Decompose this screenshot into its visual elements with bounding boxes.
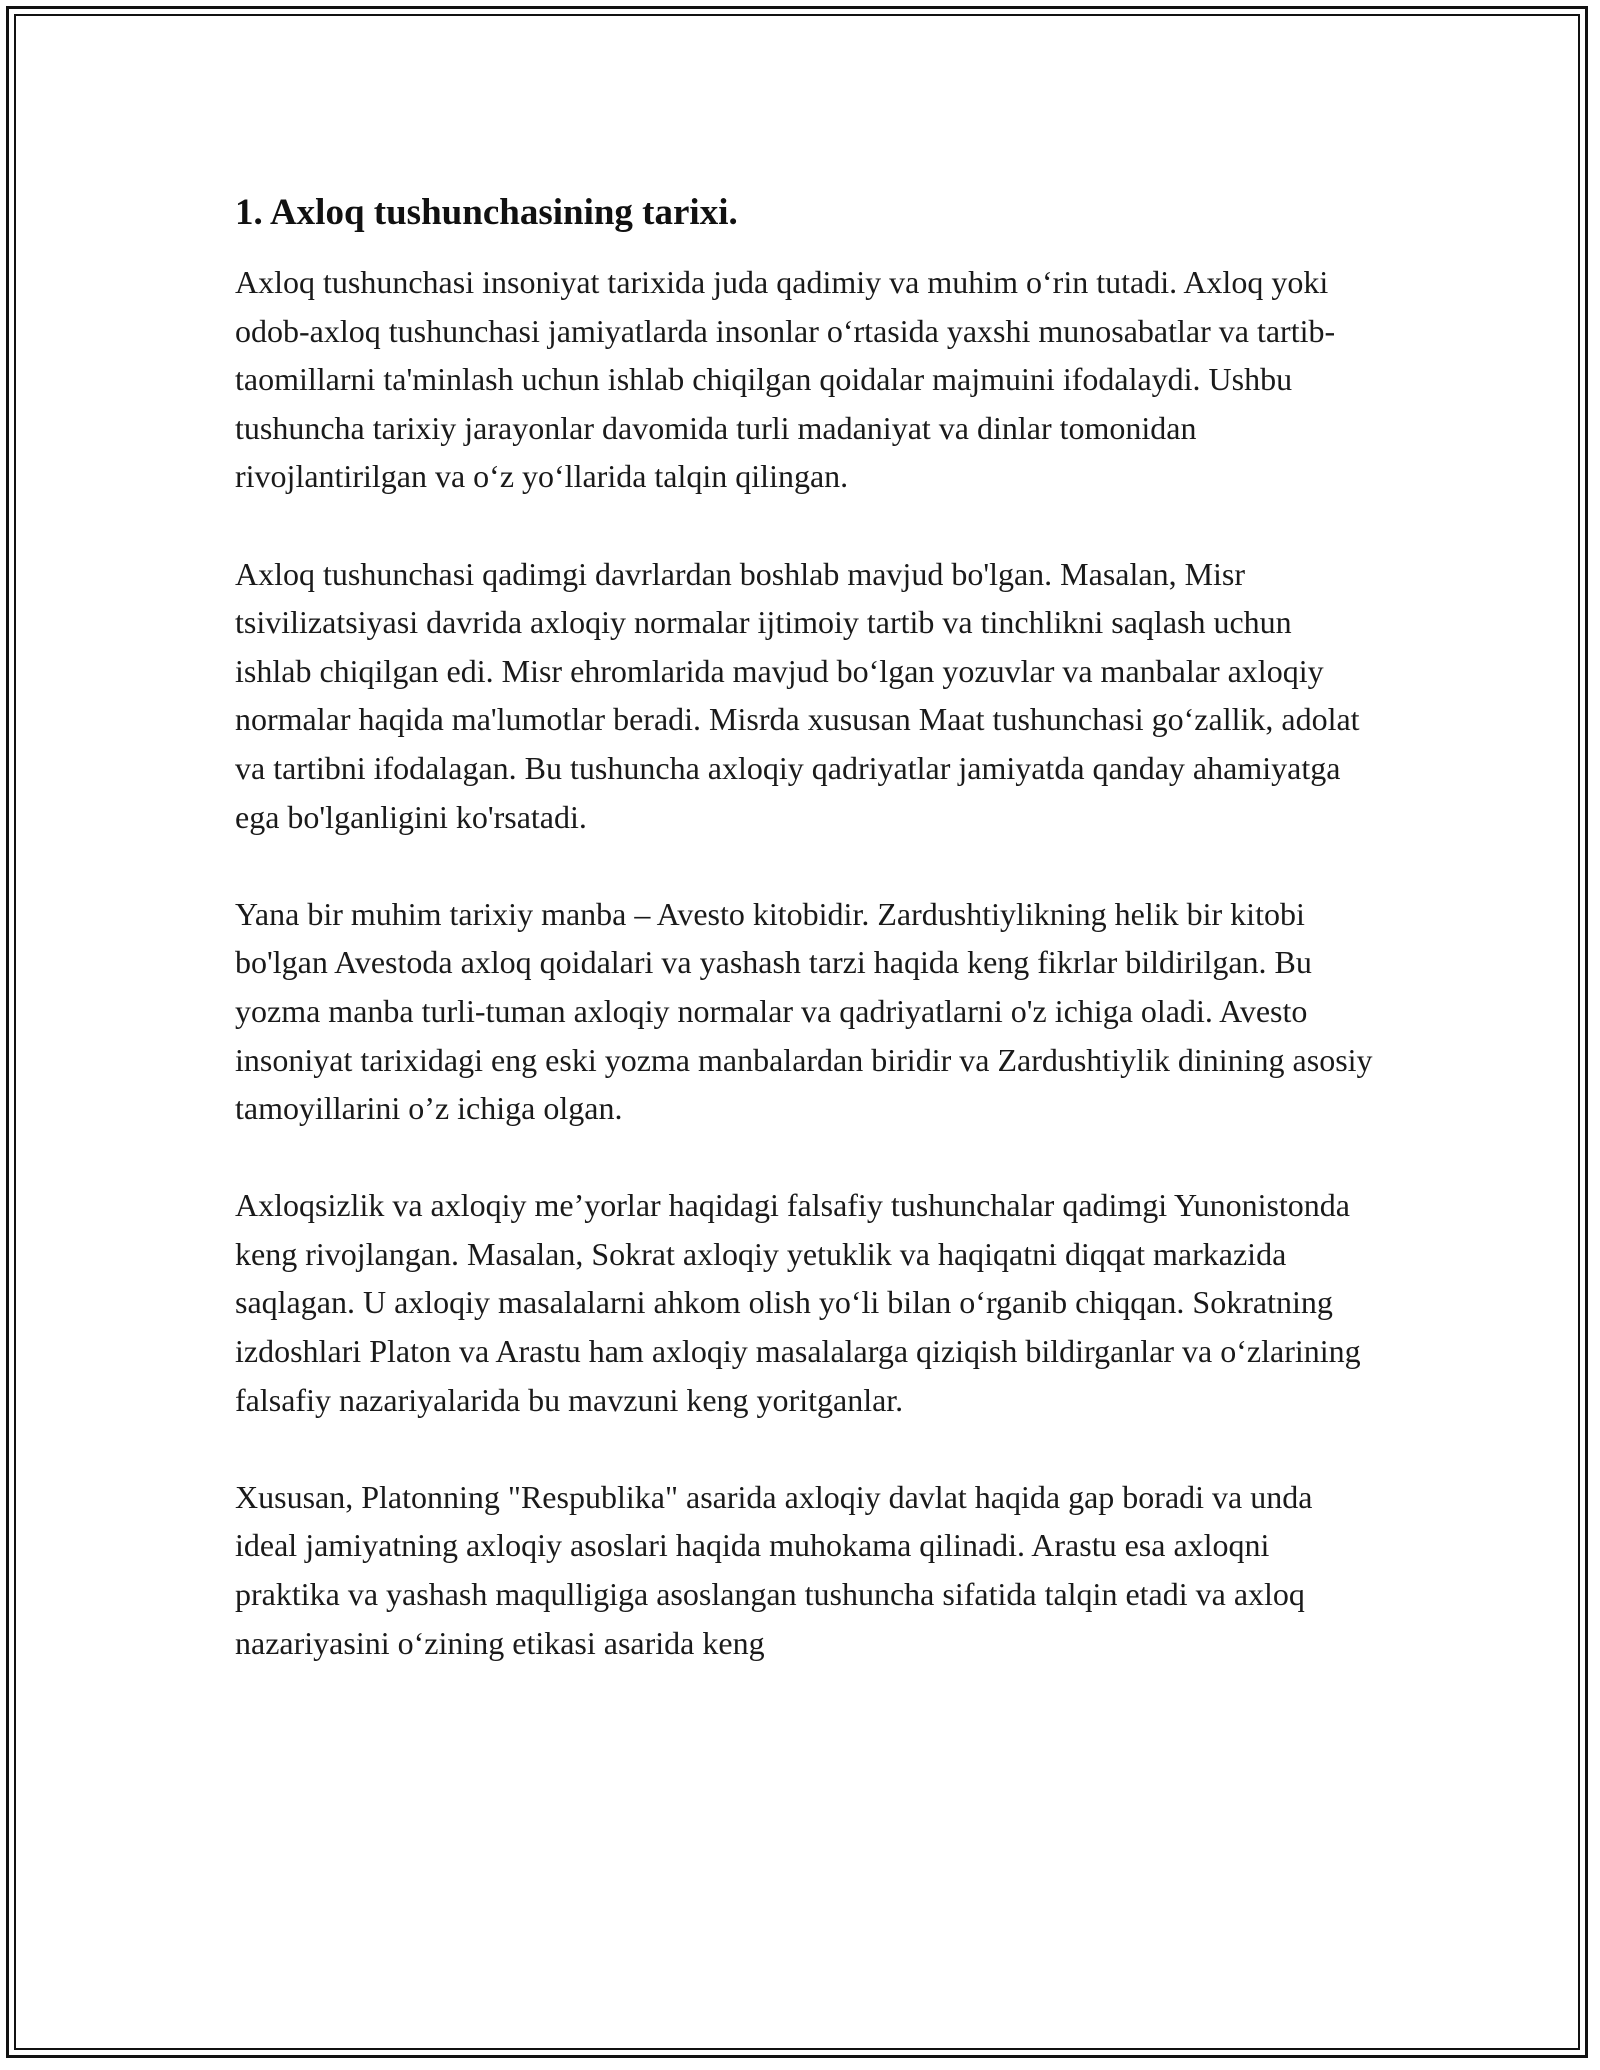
paragraph-1: Axloq tushunchasi insoniyat tarixida juda qadimiy va muhim o‘rin tutadi. Axloq yoki odob-axloq tushunchasi jamiyatlarda insonlar o‘rtasida yaxshi munosabatlar va tartib-taomillarni ta'minlash uchun ishlab chiqilgan qoidalar majmuini ifodalaydi. Ushbu tushuncha tarixiy jarayonlar davomida turli madaniyat va dinlar tomonidan rivojlantirilgan va o‘z yo‘llarida talqin qilingan. (235, 264, 1336, 495)
paragraph-5: Xususan, Platonning "Respublika" asarida axloqiy davlat haqida gap boradi va unda ideal jamiyatning axloqiy asoslari haqida muhokama qilinadi. Arastu esa axloqni praktika va yashash maqulligiga asoslangan tushuncha sifatida talqin etadi va axloq nazariyasini o‘zining etikasi asarida keng (235, 1478, 1313, 1661)
paragraph-2: Axloq tushunchasi qadimgi davrlardan boshlab mavjud bo'lgan. Masalan, Misr tsivilizatsiyasi davrida axloqiy normalar ijtimoiy tartib va tinchlikni saqlash uchun ishlab chiqilgan edi. Misr ehromlarida mavjud bo‘lgan yozuvlar va manbalar axloqiy normalar haqida ma'lumotlar beradi. Misrda xususan Maat tushunchasi go‘zallik, adolat va tartibni ifodalagan. Bu tushuncha axloqiy qadriyatlar jamiyatda qanday ahamiyatga ega bo'lganligini ko'rsatadi. (235, 555, 1360, 835)
paragraph-4: Axloqsizlik va axloqiy me’yorlar haqidagi falsafiy tushunchalar qadimgi Yunonistonda keng rivojlangan. Masalan, Sokrat axloqiy yetuklik va haqiqatni diqqat markazida saqlagan. U axloqiy masalalarni ahkom olish yo‘li bilan o‘rganib chiqqan. Sokratning izdoshlari Platon va Arastu ham axloqiy masalalarga qiziqish bildirganlar va o‘zlarining falsafiy nazariyalarida bu mavzuni keng yoritganlar. (235, 1187, 1361, 1418)
document-page (235, 190, 1375, 1667)
paragraph-3: Yana bir muhim tarixiy manba – Avesto kitobidir. Zardushtiylikning helik bir kitobi bo'lgan Avestoda axloq qoidalari va yashash tarzi haqida keng fikrlar bildirilgan. Bu yozma manba turli-tuman axloqiy normalar va qadriyatlarni o'z ichiga oladi. Avesto insoniyat tarixidagi eng eski yozma manbalardan biridir va Zardushtiylik dinining asosiy tamoyillarini o’z ichiga olgan. (235, 895, 1373, 1127)
section-heading: 1. Axloq tushunchasining tarixi. (235, 192, 738, 233)
